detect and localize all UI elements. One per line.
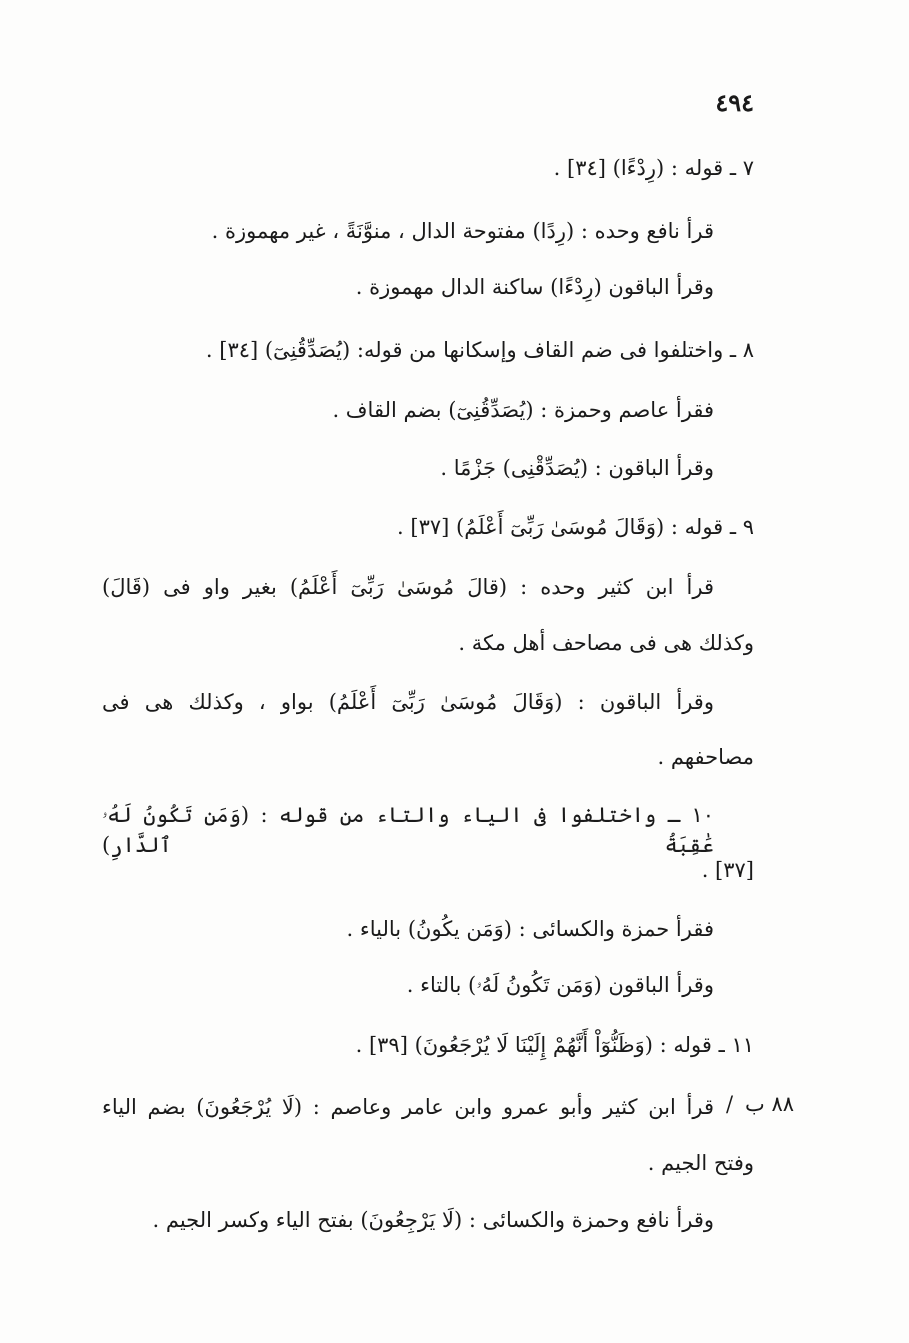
page-number: ٤٩٤ xyxy=(715,88,754,117)
text-line: ١٠ ـ واختلفوا فى الياء والتاء من قوله : (وَمَن تَكُونُ لَهُۥ عَٰقِبَةُ ٱلدَّارِ) xyxy=(102,803,714,857)
text-line: وقرأ الباقون : (يُصَدِّقْنِى) جَزْمًا . xyxy=(440,456,714,480)
text-line: وقرأ الباقون (وَمَن تَكُونُ لَهُۥ) بالتاء . xyxy=(406,973,714,997)
text-line: فقرأ حمزة والكسائى : (وَمَن يكُونُ) بالياء . xyxy=(346,917,714,941)
text-line: قرأ نافع وحده : (رِدًا) مفتوحة الدال ، منوَّنَةً ، غير مهموزة . xyxy=(211,219,714,243)
text-line: قرأ ابن كثير وحده : (قالَ مُوسَىٰ رَبِّىٓ أَعْلَمُ) بغير واو فى (قَالَ) xyxy=(102,575,714,599)
text-line: ٨ ـ واختلفوا فى ضم القاف وإسكانها من قوله: (يُصَدِّقُنِىٓ) [٣٤] . xyxy=(205,338,754,362)
text-line: [٣٧] . xyxy=(701,858,754,882)
text-line: وكذلك هى فى مصاحف أهل مكة . xyxy=(458,631,754,655)
text-line: مصاحفهم . xyxy=(657,745,754,769)
text-line: ٩ ـ قوله : (وَقَالَ مُوسَىٰ رَبِّىٓ أَعْلَمُ) [٣٧] . xyxy=(397,515,754,539)
text-line: وقرأ الباقون (رِدْءًا) ساكنة الدال مهموزة . xyxy=(355,275,714,299)
text-line: ٧ ـ قوله : (رِدْءًا) [٣٤] . xyxy=(553,156,754,180)
folio-marker: / xyxy=(726,1092,734,1116)
text-line: وقرأ نافع وحمزة والكسائى : (لَا يَرْجِعُونَ) بفتح الياء وكسر الجيم . xyxy=(152,1208,714,1232)
text-line: فقرأ عاصم وحمزة : (يُصَدِّقُنِىٓ) بضم القاف . xyxy=(332,398,714,422)
margin-folio-note: ٨٨ ب xyxy=(745,1092,795,1116)
text-line: وفتح الجيم . xyxy=(647,1151,754,1175)
text-line: ١١ ـ قوله : (وَظَنُّوٓاْ أَنَّهُمْ إِلَيْنَا لَا يُرْجَعُونَ) [٣٩] . xyxy=(355,1033,754,1057)
text-line: قرأ ابن كثير وأبو عمرو وابن عامر وعاصم : (لَا يُرْجَعُونَ) بضم الياء xyxy=(102,1095,714,1119)
text-line: وقرأ الباقون : (وَقَالَ مُوسَىٰ رَبِّىٓ أَعْلَمُ) بواو ، وكذلك هى فى xyxy=(102,690,714,714)
